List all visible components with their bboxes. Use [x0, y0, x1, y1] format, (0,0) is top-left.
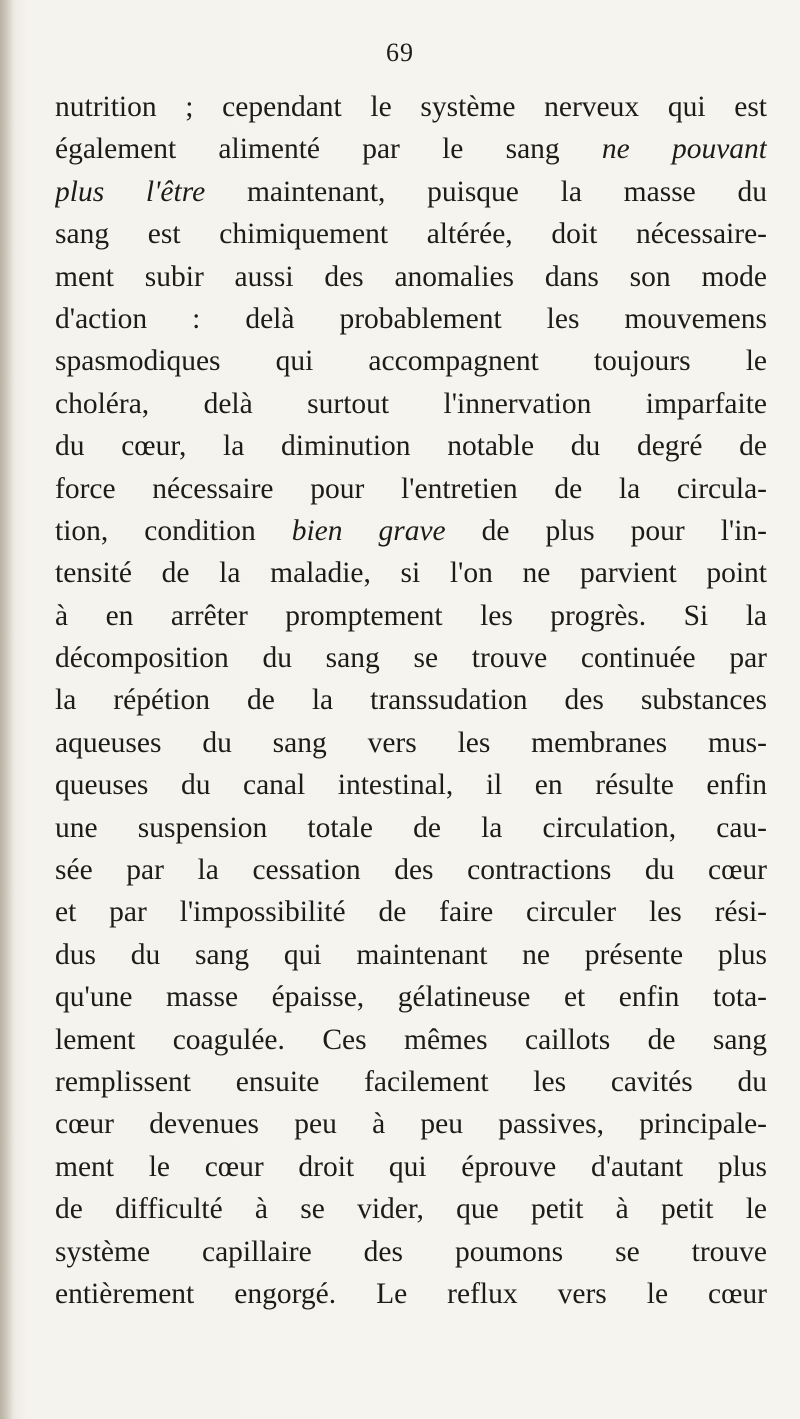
text-line — [55, 1019, 767, 1061]
text-segment: ment subir aussi des anomalies dans son mode — [55, 260, 767, 293]
text-line — [55, 213, 767, 255]
text-line — [55, 764, 767, 806]
text-segment: la répétion de la transsudation des substances — [55, 684, 767, 717]
text-line — [55, 510, 767, 552]
text-line — [55, 1103, 767, 1145]
binding-gutter — [0, 0, 14, 1419]
text-segment: sée par la cessation des contractions du cœur — [55, 854, 767, 887]
text-line — [55, 1273, 767, 1315]
text-segment: sang est chimiquement altérée, doit nécessaire- — [55, 218, 767, 251]
text-line — [55, 934, 767, 976]
text-segment: de difficulté à se vider, que petit à petit le — [55, 1193, 767, 1226]
text-line — [55, 849, 767, 891]
page-number: 69 — [386, 38, 414, 67]
text-line — [55, 256, 767, 298]
text-line — [55, 595, 767, 637]
text-segment: système capillaire des poumons se trouve — [55, 1235, 767, 1268]
text-line — [55, 298, 767, 340]
text-segment: force nécessaire pour l'entretien de la circula- — [55, 472, 767, 505]
text-line — [55, 425, 767, 467]
text-segment: également alimenté par le sang — [55, 133, 602, 166]
text-line — [55, 807, 767, 849]
text-segment: et par l'impossibilité de faire circuler les rési- — [55, 896, 767, 929]
text-segment: nutrition ; cependant le système nerveux qui est — [55, 91, 767, 123]
text-segment: ment le cœur droit qui éprouve d'autant plus — [55, 1150, 767, 1183]
italic-text-segment: ne pouvant — [601, 133, 767, 166]
text-segment: de plus pour l'in- — [445, 514, 767, 547]
text-line — [55, 340, 767, 382]
text-line — [55, 722, 767, 764]
text-line — [55, 1146, 767, 1188]
text-segment: choléra, delà surtout l'innervation imparfaite — [55, 387, 767, 420]
text-line — [55, 637, 767, 679]
text-segment: lement coagulée. Ces mêmes caillots de sang — [55, 1023, 767, 1056]
text-segment: une suspension totale de la circulation, cau- — [55, 811, 767, 844]
text-segment: aqueuses du sang vers les membranes mus- — [55, 726, 767, 759]
text-segment: du cœur, la diminution notable du degré de — [55, 430, 767, 463]
text-line — [55, 383, 767, 425]
text-segment: maintenant, puisque la masse du — [205, 175, 767, 208]
text-segment: entièrement engorgé. Le reflux vers le cœur — [55, 1277, 767, 1310]
text-line — [55, 552, 767, 594]
text-line — [55, 1231, 767, 1273]
text-segment: d'action : delà probablement les mouvemens — [55, 302, 767, 335]
text-line — [55, 1188, 767, 1230]
text-segment: qu'une masse épaisse, gélatineuse et enfin tota- — [55, 981, 767, 1014]
text-segment: dus du sang qui maintenant ne présente plus — [55, 938, 767, 971]
text-segment: tensité de la maladie, si l'on ne parvient point — [55, 557, 767, 590]
text-line — [55, 891, 767, 933]
text-line — [55, 1061, 767, 1103]
text-segment: queuses du canal intestinal, il en résulte enfin — [55, 769, 767, 802]
body-text — [55, 86, 767, 1315]
text-segment: cœur devenues peu à peu passives, principale- — [55, 1108, 767, 1141]
text-segment: spasmodiques qui accompagnent toujours le — [55, 345, 767, 378]
text-segment: à en arrêter promptement les progrès. Si la — [55, 599, 767, 632]
text-line — [55, 976, 767, 1018]
text-line — [55, 679, 767, 721]
italic-text-segment: bien grave — [291, 514, 446, 547]
text-line — [55, 128, 767, 170]
text-segment: remplissent ensuite facilement les cavités du — [55, 1065, 767, 1098]
text-line — [55, 86, 767, 128]
text-line — [55, 171, 767, 213]
text-segment: décomposition du sang se trouve continuée par — [55, 642, 767, 675]
text-segment: tion, condition — [55, 514, 292, 547]
italic-text-segment: plus l'être — [55, 175, 206, 208]
text-line — [55, 468, 767, 510]
